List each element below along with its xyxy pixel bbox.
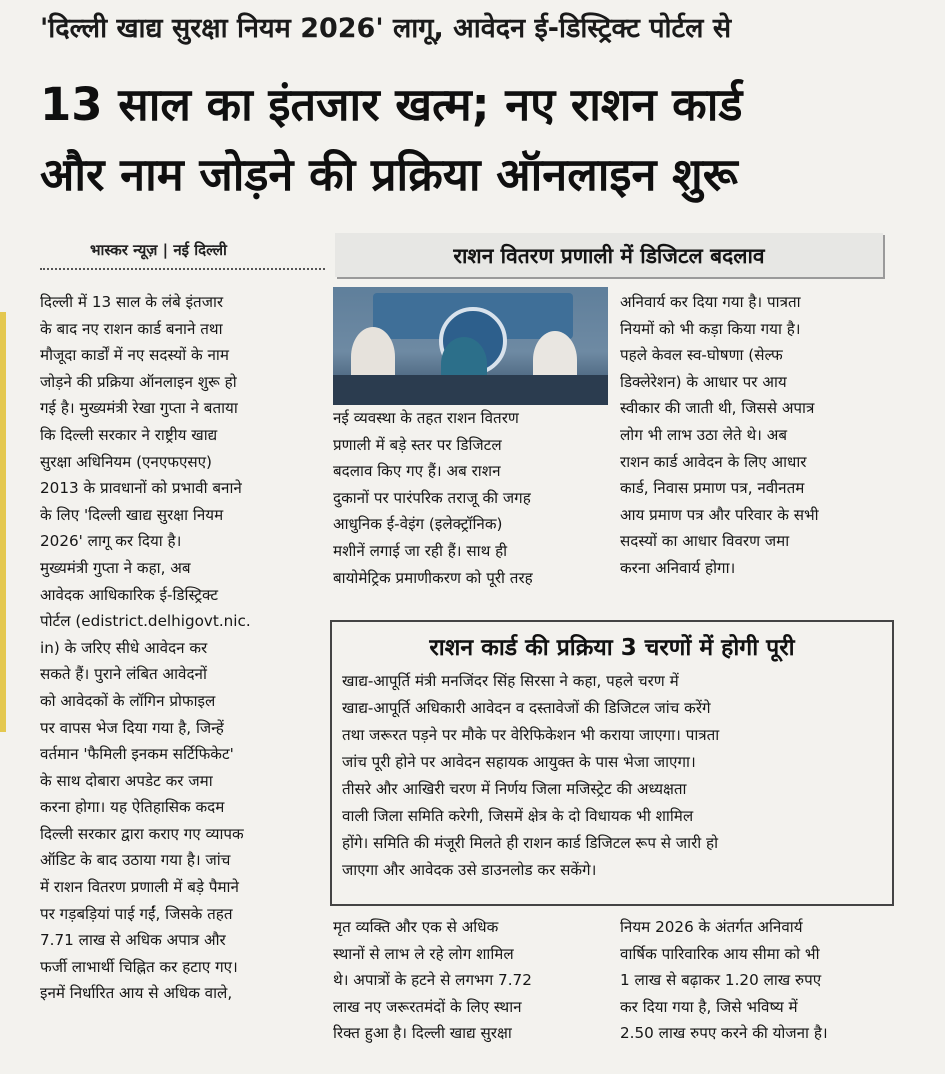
body-text-line: लाख नए जरूरतमंदों के लिए स्थान xyxy=(333,997,522,1016)
body-text-line: आवेदक आधिकारिक ई-डिस्ट्रिक्ट xyxy=(40,585,218,604)
sidebar-body xyxy=(342,668,884,884)
body-text-line: सकते हैं। पुराने लंबित आवेदनों xyxy=(40,665,207,684)
body-text-line: नियम 2026 के अंतर्गत अनिवार्य xyxy=(620,918,803,936)
body-text-line: जोड़ने की प्रक्रिया ऑनलाइन शुरू हो xyxy=(40,372,237,391)
photo-table xyxy=(333,375,608,405)
kicker-headline: 'दिल्ली खाद्य सुरक्षा नियम 2026' लागू, आवेदन ई-डिस्ट्रिक्ट पोर्टल से xyxy=(40,13,732,44)
byline-divider xyxy=(40,268,325,270)
body-text-line: मशीनें लगाई जा रही हैं। साथ ही xyxy=(333,541,508,560)
body-text-line: बायोमेट्रिक प्रमाणीकरण को पूरी तरह xyxy=(333,568,533,587)
section-heading-box xyxy=(335,233,883,277)
headline-line-2: और नाम जोड़ने की प्रक्रिया ऑनलाइन शुरू xyxy=(40,148,738,201)
sidebar-text-line: जांच पूरी होने पर आवेदन सहायक आयुक्त के पास भेजा जाएगा। xyxy=(342,753,696,771)
headline-line-1: 13 साल का इंतजार खत्म; नए राशन कार्ड xyxy=(40,78,743,131)
body-text-line: 2.50 लाख रुपए करने की योजना है। xyxy=(620,1024,828,1043)
body-text-line: सदस्यों का आधार विवरण जमा xyxy=(620,532,790,551)
body-text-line: के लिए 'दिल्ली खाद्य सुरक्षा नियम xyxy=(40,505,224,524)
body-text-line: मृत व्यक्ति और एक से अधिक xyxy=(333,918,499,936)
body-text-line: थे। अपात्रों के हटने से लगभग 7.72 xyxy=(333,971,532,990)
body-text-line: में राशन वितरण प्रणाली में बड़े पैमाने xyxy=(40,878,239,897)
article-column-2-top xyxy=(333,405,608,591)
body-text-line: वार्षिक पारिवारिक आय सीमा को भी xyxy=(620,944,820,963)
body-text-line: बदलाव किए गए हैं। अब राशन xyxy=(333,462,501,481)
body-text-line: कार्ड, निवास प्रमाण पत्र, नवीनतम xyxy=(620,479,805,498)
body-text-line: पोर्टल (edistrict.delhigovt.nic. xyxy=(40,612,251,631)
body-text-line: करना होगा। यह ऐतिहासिक कदम xyxy=(40,798,225,817)
body-text-line: पहले केवल स्व-घोषणा (सेल्फ xyxy=(620,346,783,365)
section-title: राशन वितरण प्रणाली में डिजिटल बदलाव xyxy=(453,244,765,268)
body-text-line: डिक्लेरेशन) के आधार पर आय xyxy=(620,372,787,391)
body-text-line: दिल्ली सरकार द्वारा कराए गए व्यापक xyxy=(40,824,244,843)
byline: भास्कर न्यूज़ | नई दिल्ली xyxy=(90,241,227,259)
sidebar-text-line: जाएगा और आवेदक उसे डाउनलोड कर सकेंगे। xyxy=(342,861,597,879)
sidebar-text-line: तीसरे और आखिरी चरण में निर्णय जिला मजिस्ट्रेट की अध्यक्षता xyxy=(342,780,687,798)
body-text-line: कि दिल्ली सरकार ने राष्ट्रीय खाद्य xyxy=(40,425,218,444)
body-text-line: इनमें निर्धारित आय से अधिक वाले, xyxy=(40,984,233,1003)
body-text-line: 1 लाख से बढ़ाकर 1.20 लाख रुपए xyxy=(620,971,822,990)
body-text-line: आधुनिक ई-वेइंग (इलेक्ट्रॉनिक) xyxy=(333,515,503,534)
body-text-line: रिक्त हुआ है। दिल्ली खाद्य सुरक्षा xyxy=(333,1024,512,1043)
article-column-2-bottom xyxy=(333,914,608,1047)
body-text-line: के साथ दोबारा अपडेट कर जमा xyxy=(40,771,213,790)
body-text-line: 2026' लागू कर दिया है। xyxy=(40,532,182,551)
article-column-3-top xyxy=(620,289,895,582)
body-text-line: आय प्रमाण पत्र और परिवार के सभी xyxy=(620,505,819,524)
press-conference-photo xyxy=(333,287,608,405)
main-headline xyxy=(40,70,930,210)
body-text-line: के बाद नए राशन कार्ड बनाने तथा xyxy=(40,319,223,338)
sidebar-text-line: वाली जिला समिति करेगी, जिसमें क्षेत्र के दो विधायक भी शामिल xyxy=(342,807,694,825)
sidebar-text-line: खाद्य-आपूर्ति मंत्री मनजिंदर सिंह सिरसा ने कहा, पहले चरण में xyxy=(342,672,679,690)
accent-bar xyxy=(0,312,6,732)
sidebar-text-line: खाद्य-आपूर्ति अधिकारी आवेदन व दस्तावेजों की डिजिटल जांच करेंगे xyxy=(342,699,711,717)
body-text-line: राशन कार्ड आवेदन के लिए आधार xyxy=(620,452,807,471)
body-text-line: मौजूदा कार्डों में नए सदस्यों के नाम xyxy=(40,346,229,365)
body-text-line: पर वापस भेज दिया गया है, जिन्हें xyxy=(40,718,224,737)
body-text-line: लोग भी लाभ उठा लेते थे। अब xyxy=(620,425,788,444)
body-text-line: स्थानों से लाभ ले रहे लोग शामिल xyxy=(333,944,514,963)
body-text-line: in) के जरिए सीधे आवेदन कर xyxy=(40,638,208,657)
body-text-line: को आवेदकों के लॉगिन प्रोफाइल xyxy=(40,691,216,710)
body-text-line: मुख्यमंत्री गुप्ता ने कहा, अब xyxy=(40,558,191,577)
body-text-line: वर्तमान 'फैमिली इनकम सर्टिफिकेट' xyxy=(40,745,234,764)
body-text-line: नई व्यवस्था के तहत राशन वितरण xyxy=(333,409,519,427)
article-column-3-bottom xyxy=(620,914,895,1047)
body-text-line: करना अनिवार्य होगा। xyxy=(620,558,736,577)
body-text-line: 7.71 लाख से अधिक अपात्र और xyxy=(40,931,226,950)
body-text-line: पर गड़बड़ियां पाई गईं, जिसके तहत xyxy=(40,904,233,923)
body-text-line: फर्जी लाभार्थी चिह्नित कर हटाए गए। xyxy=(40,957,238,976)
body-text-line: दुकानों पर पारंपरिक तराजू की जगह xyxy=(333,488,531,507)
body-text-line: अनिवार्य कर दिया गया है। पात्रता xyxy=(620,293,801,311)
sidebar-text-line: होंगे। समिति की मंजूरी मिलते ही राशन कार्ड डिजिटल रूप से जारी हो xyxy=(342,834,719,852)
sidebar-text-line: तथा जरूरत पड़ने पर मौके पर वेरिफिकेशन भी कराया जाएगा। पात्रता xyxy=(342,726,720,744)
article-column-1 xyxy=(40,289,310,1007)
body-text-line: नियमों को भी कड़ा किया गया है। xyxy=(620,319,801,338)
body-text-line: कर दिया गया है, जिसे भविष्य में xyxy=(620,997,798,1016)
sidebar-title: राशन कार्ड की प्रक्रिया 3 चरणों में होगी पूरी xyxy=(429,635,795,661)
body-text-line: 2013 के प्रावधानों को प्रभावी बनाने xyxy=(40,479,242,498)
body-text-line: प्रणाली में बड़े स्तर पर डिजिटल xyxy=(333,435,502,454)
body-text-line: दिल्ली में 13 साल के लंबे इंतजार xyxy=(40,293,224,311)
body-text-line: स्वीकार की जाती थी, जिससे अपात्र xyxy=(620,399,815,418)
body-text-line: गई है। मुख्यमंत्री रेखा गुप्ता ने बताया xyxy=(40,399,238,418)
body-text-line: ऑडिट के बाद उठाया गया है। जांच xyxy=(40,851,231,870)
body-text-line: सुरक्षा अधिनियम (एनएफएसए) xyxy=(40,452,212,471)
process-sidebar-box xyxy=(330,620,894,906)
